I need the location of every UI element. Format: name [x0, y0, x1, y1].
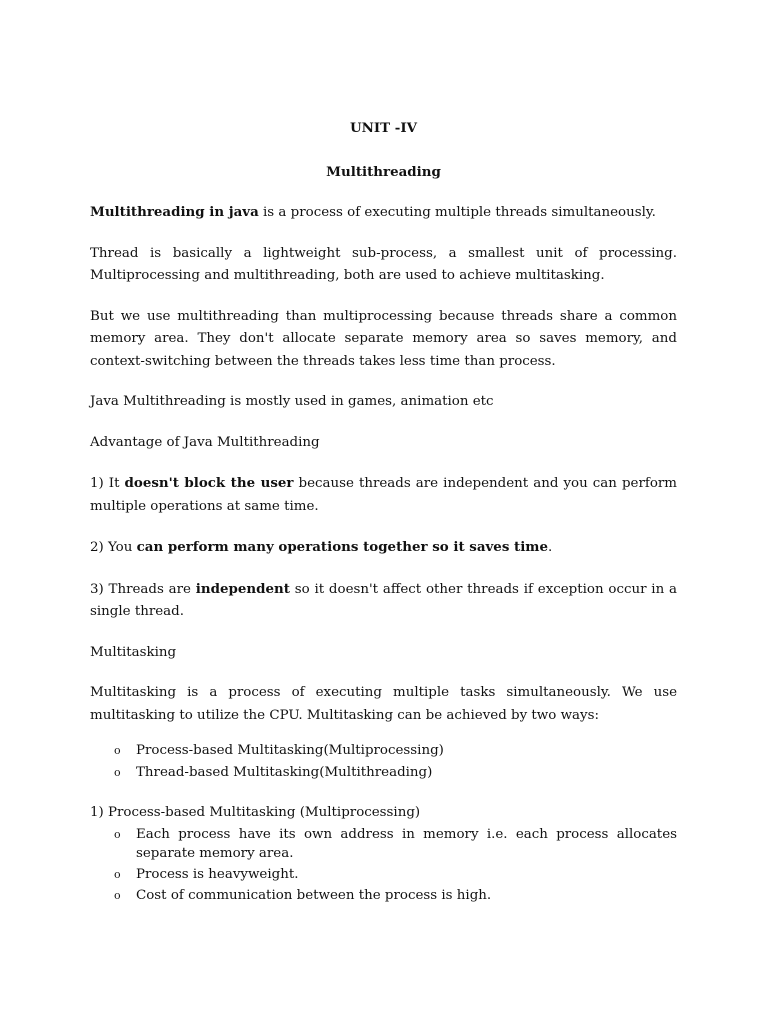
intro-text: is a process of executing multiple threads simultaneously.	[258, 205, 656, 220]
list-item-text: Each process have its own address in memory i.e. each process allocates separate memory area.	[136, 826, 677, 861]
advantage-3-bold: independent	[195, 580, 290, 597]
bullet-icon: o	[114, 867, 121, 881]
bullet-icon: o	[114, 766, 121, 779]
advantage-2-prefix: 2) You	[90, 540, 137, 555]
advantage-1-text: because threads are independent and you can perform multiple operations at same time.	[90, 476, 677, 514]
list-item-text: Cost of communication between the process is high.	[136, 887, 492, 903]
list-item	[90, 740, 677, 762]
bullet-icon: o	[114, 888, 121, 902]
list-item-text: Process-based Multitasking(Multiprocessing)	[136, 743, 444, 758]
main-heading: Multithreading	[326, 163, 441, 180]
thread-definition-paragraph: Thread is basically a lightweight sub-process, a smallest unit of processing. Multiprocessing and multithreading, both are used to achieve multitasking.	[90, 245, 677, 283]
advantage-3-text: so it doesn't affect other threads if exception occur in a single thread.	[90, 581, 677, 619]
list-item	[90, 886, 677, 905]
unit-title: UNIT -IV	[349, 120, 418, 136]
advantage-3-prefix: 3) Threads are	[90, 581, 196, 597]
advantage-1-bold: doesn't block the user	[124, 475, 294, 491]
list-item	[90, 865, 677, 884]
multitasking-ways-list	[90, 740, 677, 784]
process-based-heading: 1) Process-based Multitasking (Multiprocessing)	[90, 805, 421, 820]
list-item-text: Thread-based Multitasking(Multithreading)	[136, 765, 433, 780]
multitasking-heading: Multitasking	[90, 644, 177, 660]
advantage-2-text: .	[547, 540, 553, 555]
advantage-item-1	[90, 472, 677, 518]
intro-bold: Multithreading in java	[90, 204, 259, 220]
advantage-heading: Advantage of Java Multithreading	[90, 434, 320, 450]
advantage-item-2	[90, 536, 677, 560]
advantage-2-bold: can perform many operations together so it saves time	[136, 539, 548, 555]
advantage-1-prefix: 1) It	[90, 476, 125, 491]
list-item-text: Process is heavyweight.	[136, 866, 299, 882]
document-page	[90, 117, 677, 907]
list-item	[90, 762, 677, 784]
bullet-icon: o	[114, 827, 121, 841]
multitasking-paragraph: Multitasking is a process of executing multiple tasks simultaneously. We use multitasking to utilize the CPU. Multitasking can be achieved by two ways:	[90, 685, 677, 723]
intro-paragraph	[90, 201, 677, 225]
usage-paragraph: Java Multithreading is mostly used in games, animation etc	[90, 394, 494, 409]
advantage-item-3	[90, 578, 677, 624]
list-item	[90, 825, 677, 863]
multithreading-reason-paragraph: But we use multithreading than multiprocessing because threads share a common memory area. They don't allocate separate memory area so saves memory, and context-switching between the threads takes less time than process.	[90, 308, 677, 369]
process-points-list	[90, 825, 677, 905]
bullet-icon: o	[114, 744, 121, 757]
